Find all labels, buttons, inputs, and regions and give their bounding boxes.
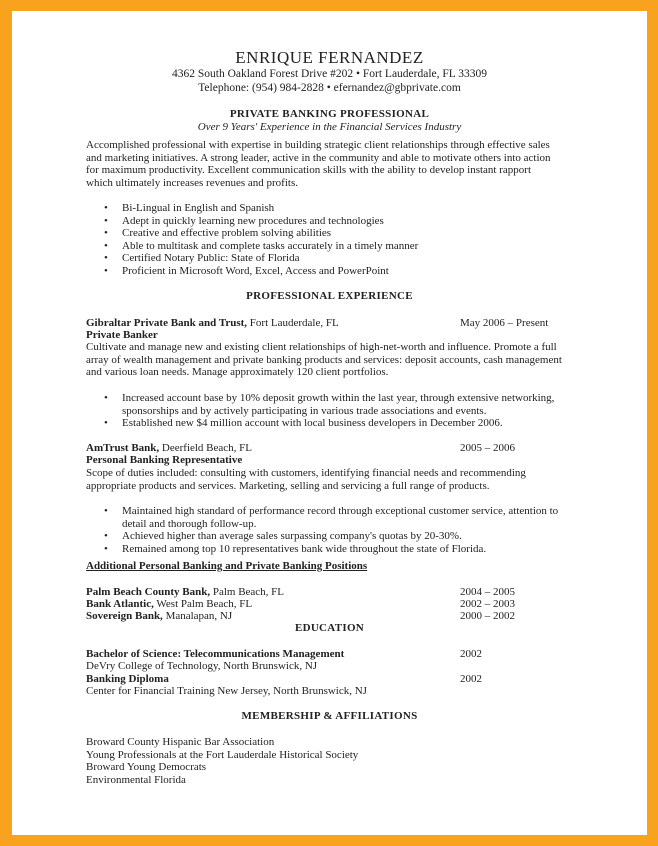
additional-positions-title: Additional Personal Banking and Private Banking Positions [86, 560, 368, 572]
list-item: Environmental Florida [86, 773, 186, 786]
description-line: appropriate products and services. Marketing, selling and servicing a full range of products. [86, 479, 490, 492]
list-item: • Creative and effective problem solving abilities [104, 227, 418, 240]
job-position: Personal Banking Representative [86, 454, 243, 466]
list-item: Young Professionals at the Fort Lauderdale Historical Society [86, 748, 359, 761]
list-item: • Certified Notary Public: State of Florida [104, 252, 418, 265]
job-dates: 2004 – 2005 [460, 586, 515, 598]
job-dates: May 2006 – Present [460, 317, 549, 329]
company-name: Palm Beach County Bank, [86, 586, 211, 598]
description-line: and various loan needs. Manage approximately 120 client portfolios. [86, 366, 389, 378]
company-name: Bank Atlantic, [86, 598, 154, 610]
company-name: Sovereign Bank, [86, 610, 163, 622]
company-location: Palm Beach, FL [210, 586, 285, 598]
degree-year: 2002 [460, 673, 482, 685]
job-position: Private Banker [86, 329, 158, 341]
list-item: • Remained among top 10 representatives bank wide throughout the state of Florida. [104, 543, 558, 556]
summary-subtitle: Over 9 Years' Experience in the Financial Services Industry [197, 121, 462, 133]
list-item: Broward Young Democrats [86, 761, 207, 773]
description-line: Scope of duties included: consulting with customers, identifying financial needs and recommending [86, 467, 526, 479]
company-location: Fort Lauderdale, FL [247, 317, 339, 329]
description-line: array of wealth management and private banking products and services: deposit accounts, cash management [86, 353, 562, 366]
company-location: West Palm Beach, FL [153, 598, 253, 610]
experience-title: PROFESSIONAL EXPERIENCE [246, 290, 413, 302]
company-name: Gibraltar Private Bank and Trust, [86, 317, 248, 329]
list-item: • Bi-Lingual in English and Spanish [104, 202, 418, 215]
job-achievements [104, 392, 554, 430]
job-description [86, 467, 526, 492]
degree-name: Bachelor of Science: Telecommunications Management [86, 648, 345, 660]
list-item: • Maintained high standard of performance record through exceptional customer service, attention to [104, 505, 558, 518]
membership-list [86, 736, 358, 786]
company-location: Deerfield Beach, FL [159, 442, 253, 454]
school-name: DeVry College of Technology, North Brunswick, NJ [86, 660, 318, 672]
summary-paragraph [86, 139, 551, 189]
description-line: Cultivate and manage new and existing client relationships of high-net-worth and influence. Promote a full [86, 341, 557, 353]
contact-line: Telephone: (954) 984-2828 • efernandez@gbprivate.com [198, 82, 461, 94]
list-item: Broward County Hispanic Bar Association [86, 736, 275, 748]
candidate-name: ENRIQUE FERNANDEZ [235, 48, 424, 67]
degree-name: Banking Diploma [86, 673, 169, 685]
summary-line: for maximum productivity. Excellent communication skills with the ability to develop instant rapport [86, 164, 532, 176]
school-name: Center for Financial Training New Jersey, North Brunswick, NJ [86, 685, 367, 697]
list-item: • sponsorships and by actively participating in various trade associations and events. [104, 405, 554, 418]
job-description [86, 341, 562, 379]
list-item: • Achieved higher than average sales surpassing company's quotas by 20-30%. [104, 530, 558, 543]
summary-line: Accomplished professional with expertise in building strategic client relationships through effective sales [86, 139, 550, 151]
company-location: Manalapan, NJ [162, 610, 233, 622]
job-dates: 2000 – 2002 [460, 610, 515, 622]
job-dates: 2005 – 2006 [460, 442, 515, 454]
resume-page [12, 11, 647, 835]
list-item: • Adept in quickly learning new procedures and technologies [104, 215, 418, 228]
education-title: EDUCATION [294, 622, 365, 634]
list-item: • Established new $4 million account with local business developers in December 2006. [104, 417, 554, 430]
skills-list [104, 202, 418, 278]
summary-title: PRIVATE BANKING PROFESSIONAL [229, 108, 430, 120]
summary-line: which ultimately increases revenues and profits. [86, 176, 298, 189]
list-item: • detail and thorough follow-up. [104, 518, 558, 531]
list-item: • Increased account base by 10% deposit growth within the last year, through extensive networking, [104, 392, 554, 405]
company-name: AmTrust Bank, [86, 442, 160, 454]
list-item: • Proficient in Microsoft Word, Excel, Access and PowerPoint [104, 265, 418, 278]
job-achievements [104, 505, 558, 555]
job-dates: 2002 – 2003 [460, 598, 515, 610]
membership-title: MEMBERSHIP & AFFILIATIONS [241, 710, 418, 722]
degree-year: 2002 [460, 648, 482, 660]
summary-line: and marketing initiatives. A strong leader, active in the community and able to motivate others into action [86, 151, 551, 164]
address-line: 4362 South Oakland Forest Drive #202 • Fort Lauderdale, FL 33309 [171, 68, 487, 80]
list-item: • Able to multitask and complete tasks accurately in a timely manner [104, 240, 418, 253]
